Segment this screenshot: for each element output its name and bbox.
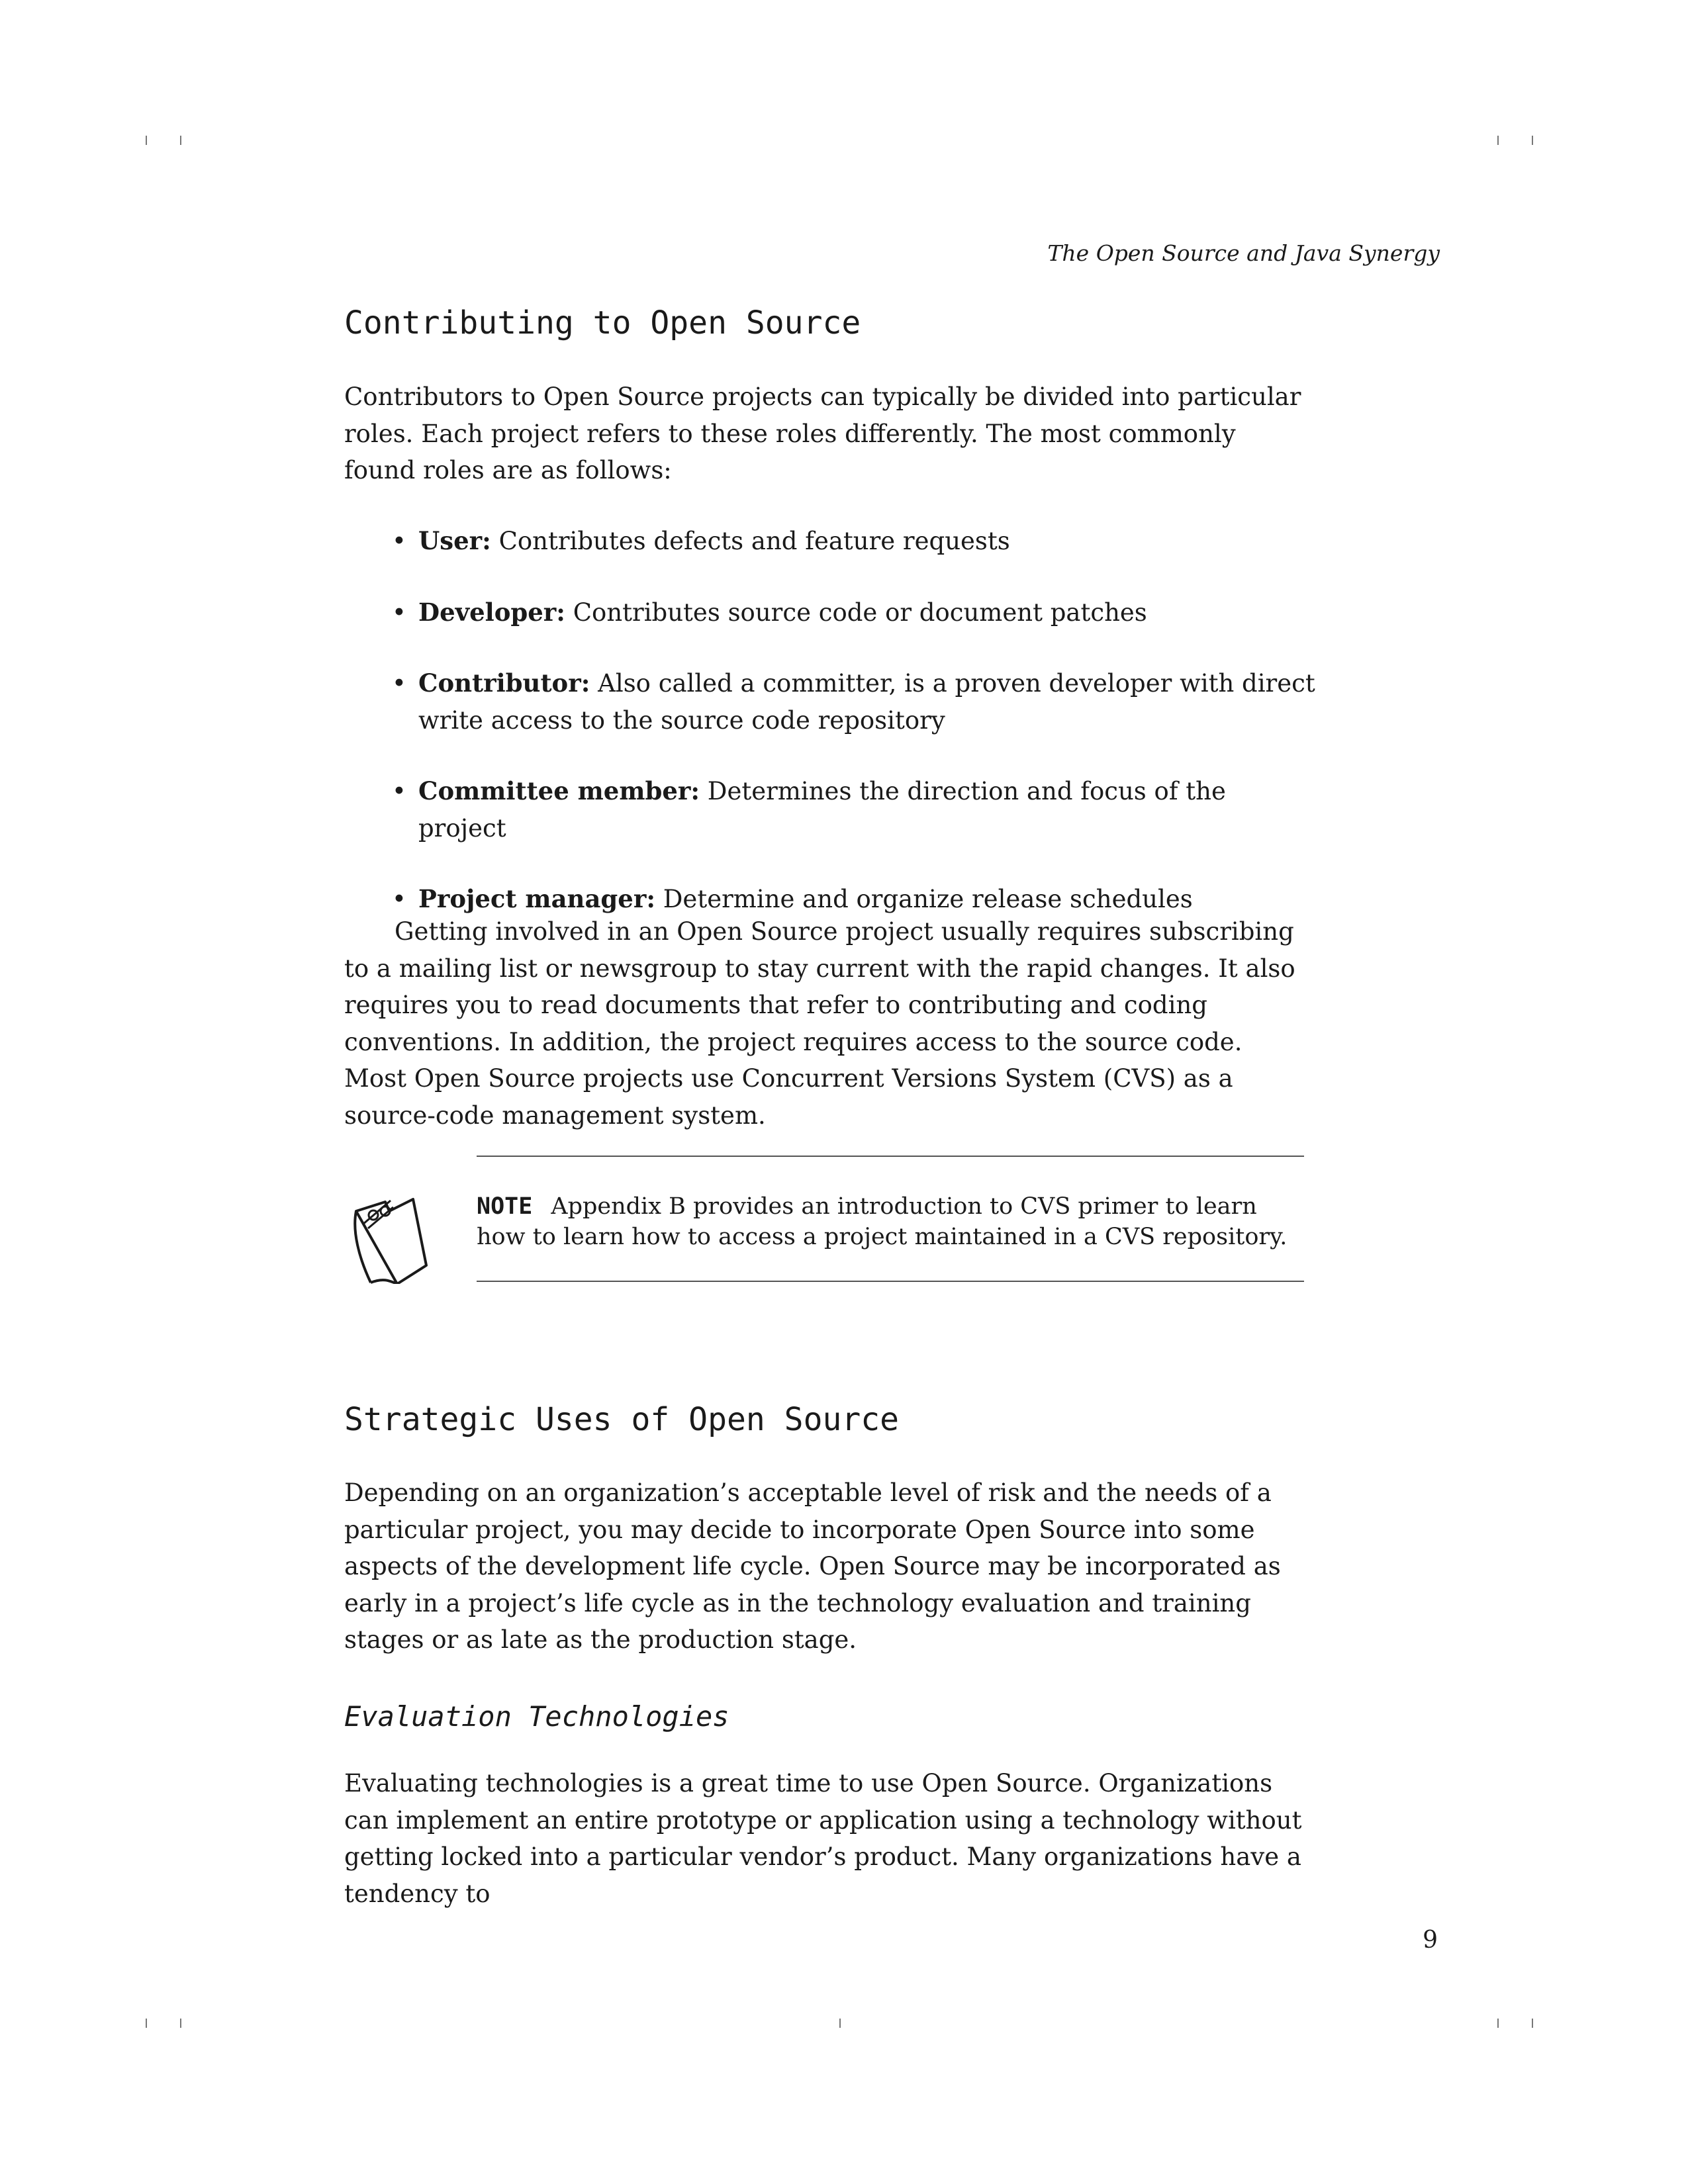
crop-mark xyxy=(839,2019,841,2028)
evaluation-body: Evaluating technologies is a great time to use Open Source. Organizations can implement an entire prototype or application using a technology without getting locked into a particular vendor’s product. Many organizations have a tendency to xyxy=(344,1769,1302,1908)
role-desc: Contributes defects and feature requests xyxy=(498,527,1010,555)
list-item xyxy=(344,523,1317,560)
role-term: User: xyxy=(418,526,491,555)
crop-mark xyxy=(180,136,181,145)
running-head: The Open Source and Java Synergy xyxy=(1047,240,1440,266)
role-term: Project manager: xyxy=(418,884,655,913)
role-term: Developer: xyxy=(418,597,565,627)
list-item xyxy=(344,594,1317,631)
list-item xyxy=(344,881,1317,918)
list-item xyxy=(344,773,1317,846)
crop-mark xyxy=(146,136,147,145)
contributing-body: Getting involved in an Open Source project usually requires subscribing to a mailing list or newsgroup to stay current with the rapid changes. It also requires you to read documents that refer to contributing and coding conventions. In addition, the project requires access to the source code. Most Open Source projects use Concurrent Versions System (CVS) as a source-code management system. xyxy=(344,917,1295,1130)
bullet-icon: • xyxy=(392,527,406,555)
section-heading-strategic: Strategic Uses of Open Source xyxy=(344,1401,900,1438)
bullet-icon: • xyxy=(392,669,406,698)
note-pad-icon xyxy=(344,1185,437,1284)
crop-mark xyxy=(1497,136,1499,145)
note-rule-bottom xyxy=(477,1281,1304,1282)
note-text xyxy=(477,1191,1304,1252)
bullet-icon: • xyxy=(392,598,406,627)
role-term: Contributor: xyxy=(418,668,590,698)
page-number: 9 xyxy=(1423,1927,1438,1954)
role-desc: Also called a committer, is a proven developer with direct write access to the source code repository xyxy=(418,669,1315,735)
contributing-intro: Contributors to Open Source projects can typically be divided into particular roles. Each project refers to these roles differently. The most commonly found roles are as follows: xyxy=(344,383,1301,484)
strategic-body: Depending on an organization’s acceptable level of risk and the needs of a particular project, you may decide to incorporate Open Source into some aspects of the development life cycle. Open Source may be incorporated as early in a project’s life cycle as in the technology evaluation and training stages or as late as the production stage. xyxy=(344,1479,1281,1654)
list-item xyxy=(344,665,1317,739)
role-term: Committee member: xyxy=(418,776,700,805)
note-label: NOTE xyxy=(477,1193,533,1220)
crop-mark xyxy=(1532,2019,1533,2028)
crop-mark xyxy=(146,2019,147,2028)
crop-mark xyxy=(180,2019,181,2028)
role-desc: Determines the direction and focus of the project xyxy=(418,777,1226,842)
role-desc: Determine and organize release schedules xyxy=(663,885,1193,913)
role-desc: Contributes source code or document patches xyxy=(573,598,1147,627)
crop-mark xyxy=(1532,136,1533,145)
roles-list xyxy=(344,523,1317,952)
section-heading-contributing: Contributing to Open Source xyxy=(344,304,861,341)
bullet-icon: • xyxy=(392,777,406,805)
note-rule-top xyxy=(477,1156,1304,1157)
subsection-heading-evaluation: Evaluation Technologies xyxy=(344,1700,729,1733)
crop-mark xyxy=(1497,2019,1499,2028)
bullet-icon: • xyxy=(392,885,406,913)
note-body: Appendix B provides an introduction to CVS primer to learn how to learn how to access a project maintained in a CVS repository. xyxy=(477,1193,1288,1250)
